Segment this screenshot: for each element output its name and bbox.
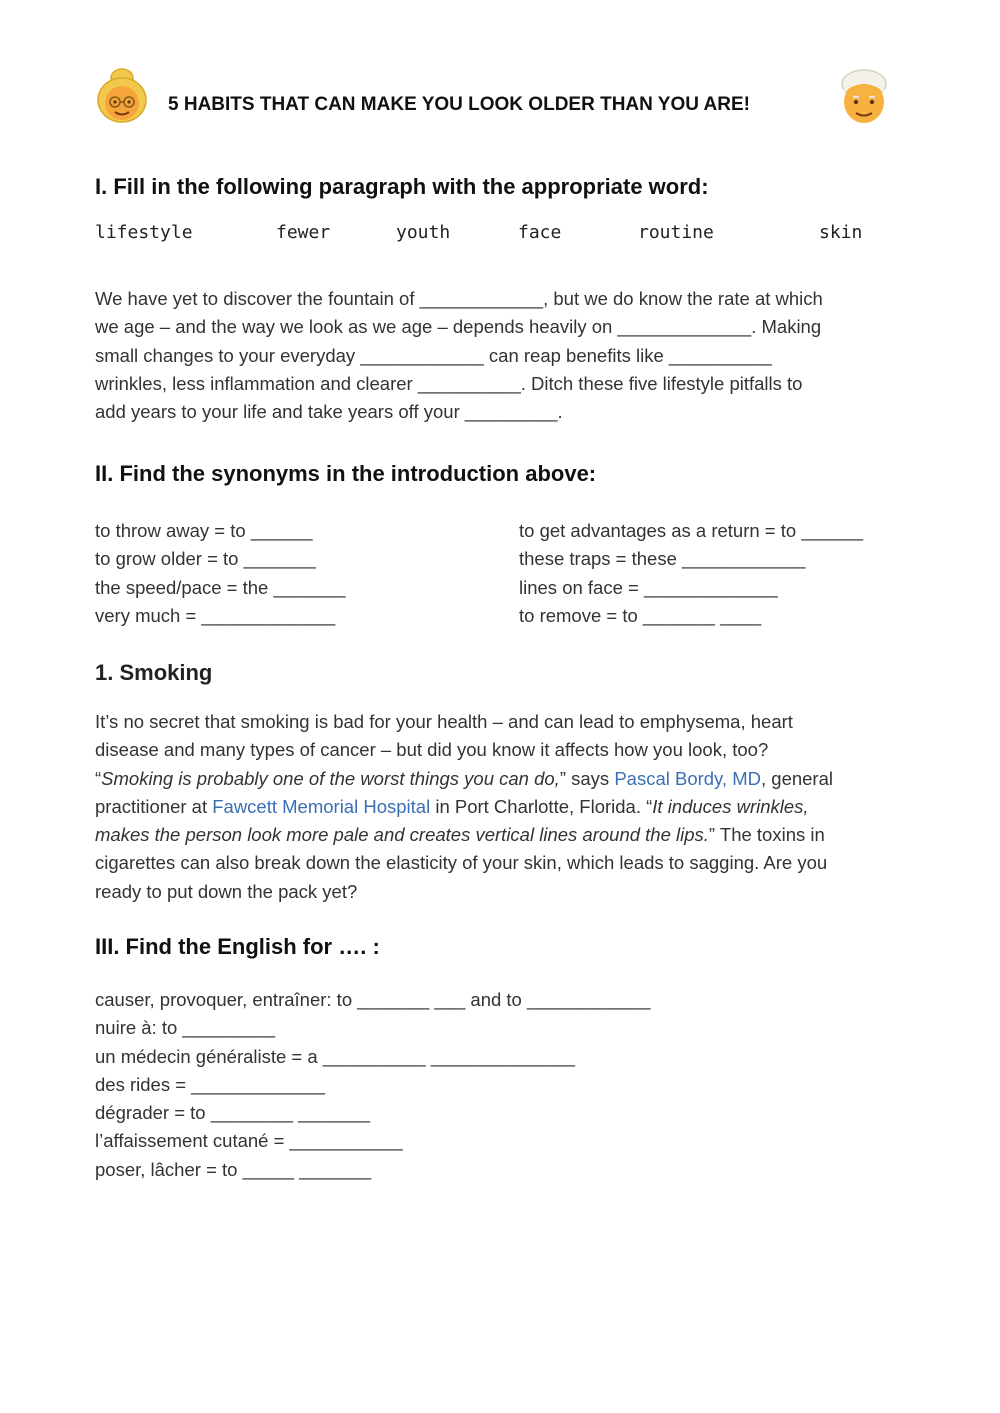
word-bank-item: routine: [638, 222, 714, 243]
paragraph-line: wrinkles, less inflammation and clearer __________. Ditch these five lifestyle pitfalls to: [95, 372, 803, 394]
quote-mark: “: [95, 767, 102, 789]
synonym-item: to grow older = to _______: [95, 548, 316, 570]
fill-in-paragraph: [95, 285, 905, 426]
paragraph-line: add years to your life and take years off your _________.: [95, 401, 563, 423]
paragraph-line: It’s no secret that smoking is bad for your health – and can lead to emphysema, heart: [95, 711, 793, 732]
translation-item: l’affaissement cutané = ___________: [95, 1130, 403, 1152]
paragraph-line: ready to put down the pack yet?: [95, 880, 358, 902]
doctor-quote: makes the person look more pale and creates vertical lines around the lips.: [95, 824, 709, 846]
text: ” The toxins in: [708, 824, 825, 846]
text: , general: [761, 767, 833, 789]
doctor-link[interactable]: Pascal Bordy, MD: [614, 767, 761, 789]
word-bank-item: youth: [396, 222, 451, 243]
says-text: ” says: [559, 767, 615, 789]
synonyms-left-column: [95, 517, 345, 630]
word-bank-item: skin: [819, 222, 863, 243]
synonym-item: these traps = these ____________: [519, 548, 806, 570]
synonym-item: to remove = to _______ ____: [519, 604, 762, 626]
word-bank-item: face: [518, 222, 562, 243]
section-3-heading: III. Find the English for …. :: [95, 934, 380, 959]
text: in Port Charlotte, Florida. “: [430, 795, 653, 817]
translation-item: un médecin généraliste = a __________ ______________: [95, 1045, 575, 1067]
doctor-quote: It induces wrinkles,: [652, 795, 809, 817]
smoking-heading: 1. Smoking: [95, 660, 213, 685]
hospital-link[interactable]: Fawcett Memorial Hospital: [212, 795, 431, 817]
translation-item: nuire à: to _________: [95, 1017, 276, 1039]
paragraph-line: [95, 793, 915, 821]
paragraph-line: disease and many types of cancer – but did you know it affects how you look, too?: [95, 739, 769, 761]
english-for-list: [95, 986, 650, 1184]
synonym-item: the speed/pace = the _______: [95, 576, 346, 598]
paragraph-line: [95, 765, 915, 793]
synonym-item: to throw away = to ______: [95, 520, 313, 541]
paragraph-line: We have yet to discover the fountain of ____________, but we do know the rate at which: [95, 288, 823, 309]
old-man-emoji-icon: [836, 66, 892, 126]
translation-item: poser, lâcher = to _____ _______: [95, 1158, 372, 1180]
translation-item: dégrader = to ________ _______: [95, 1102, 371, 1124]
translation-item: causer, provoquer, entraîner: to _______ ___ and to ____________: [95, 989, 651, 1010]
word-bank-item: fewer: [276, 222, 331, 243]
word-bank-item: lifestyle: [95, 222, 193, 243]
page-title: 5 HABITS THAT CAN MAKE YOU LOOK OLDER THAN YOU ARE!: [168, 94, 750, 115]
synonym-item: lines on face = _____________: [519, 576, 778, 598]
old-woman-emoji-icon: [94, 64, 150, 124]
paragraph-line: cigarettes can also break down the elasticity of your skin, which leads to sagging. Are you: [95, 852, 828, 874]
translation-item: des rides = _____________: [95, 1073, 325, 1095]
section-2-heading: II. Find the synonyms in the introduction above:: [95, 461, 597, 486]
section-1-heading: I. Fill in the following paragraph with the appropriate word:: [95, 174, 709, 199]
smoking-paragraph: [95, 708, 915, 906]
text: practitioner at: [95, 795, 213, 817]
doctor-quote: Smoking is probably one of the worst things you can do,: [101, 767, 560, 789]
paragraph-line: we age – and the way we look as we age – depends heavily on _____________. Making: [95, 316, 822, 338]
synonym-item: to get advantages as a return = to ______: [519, 520, 864, 541]
synonym-item: very much = _____________: [95, 604, 336, 626]
paragraph-line: small changes to your everyday ____________ can reap benefits like __________: [95, 344, 772, 366]
paragraph-line: [95, 821, 915, 849]
synonyms-right-column: [519, 517, 863, 630]
